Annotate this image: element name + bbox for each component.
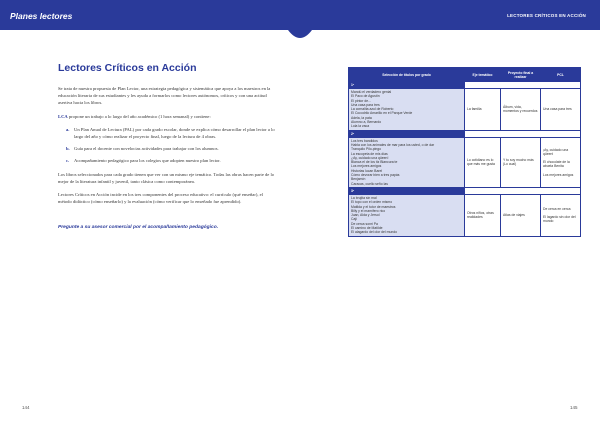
table-header-row [349,68,581,82]
book-title: De cerca sonri Pa [351,221,378,226]
book-title: El topo con el orden mismo [351,200,393,205]
call-to-action: Pregunte a su asesor comercial por el acompañamiento pedagógico. [58,225,219,231]
list-text: Acompañamiento pedagógico para los colegios que adopten nuestro plan lector. [74,158,221,164]
eje-cell [465,89,501,131]
lca-paragraph [58,113,276,120]
section-title: Planes lectores [10,11,73,21]
eje-cell [465,137,501,187]
components-paragraph: Lectores Críticos en Acción incide en los tres componentes del proceso educativo: el currículo (qué enseñar), el método didáctico (cómo enseñarlo) y la evaluación (cómo verificar que lo enseñado fue aprendido). [58,192,263,205]
contents-list [66,126,276,165]
eje-text: La familia [467,107,482,112]
book-title: Adela, la pata [351,115,372,120]
book-title: El pintor de... [351,98,371,103]
lca-label: LCA [58,113,68,119]
running-header: LECTORES CRÍTICOS EN ACCIÓN [507,13,586,18]
column-header: Selección de títulos por grado [349,68,465,82]
book-title: Billy y el mamífero rico [351,208,386,213]
proyecto-cell [501,194,541,236]
column-header: Eje temático [465,68,501,82]
proyecto-text: Y tu soy mucho más (Lo cual) [503,158,534,167]
book-title: Caji [351,217,357,222]
book-title: Lola la vaca [351,124,370,129]
grade-row [349,82,581,89]
book-list-cell [349,137,465,187]
lca-text: propone un trabajo a lo largo del año académico (1 hora semanal) y contiene: [68,113,211,119]
book-list-cell [349,89,465,131]
book-title: La escopeta de mis días [351,151,388,156]
table-row [349,194,581,236]
book-title: Habla con los animales de mar para los usted, o de dar [351,142,435,147]
book-title: Mandú el verdadero genial [351,90,392,94]
book-title: El alagardo del olor del mundo [351,230,397,235]
book-list-cell [349,194,465,236]
book-title: Benjamín [351,177,366,182]
grade-row [349,130,581,137]
proyecto-cell [501,137,541,187]
column-header: Proyecto final a realizar [501,68,541,82]
book-title: El camino de Matilde [351,226,383,231]
grade-label: 3º [349,187,465,194]
list-item [66,126,276,140]
pcl-text: Los mejores amigos [543,172,574,177]
eje-cell [465,194,501,236]
book-title: Historias lucan Barel [351,168,383,173]
table-body [349,82,581,237]
book-title: Tranquilo Pilo-pingo [351,147,382,152]
table-row [349,137,581,187]
pcl-cell [541,194,581,236]
book-title: El Cocodrilo Amarillo en el Parque Verde [351,111,413,116]
list-item [66,145,276,152]
list-item [66,157,276,164]
book-title: Los mejores amigos [351,164,382,169]
grade-row-spacer [465,82,581,89]
table-row [349,89,581,131]
book-title: Juan, Alda y Jersol [351,213,380,218]
pcl-text: ¡Ay, cuidado una qüeen! [543,147,569,156]
proyecto-text: Atlas de viajes [503,213,525,218]
grade-row-spacer [465,130,581,137]
book-title: Los tres bandidos [351,138,378,143]
book-title: Cómo devorar bien a tres papás [351,173,400,178]
list-letter: c. [66,158,70,164]
books-paragraph: Los libros seleccionados para cada grado tienen que ver con un mismo eje temático. Todas las obras hacen parte de lo mejor de la literatura infantil y juvenil, tanto clásica como contemporánea. [58,171,275,184]
book-title: Matilda y el tutor de maestros [351,204,396,209]
proyecto-text: Álbum, vida, momentos y recuerdos [503,105,538,114]
book-title: El Paco de Agustín [351,94,380,99]
book-title: ¿Ay, cuidado una qüeen! [351,155,389,160]
list-text: Un Plan Anual de Lectura (PAL) por cada grado escolar, donde se explica cómo desarrollar el plan lector a lo largo del año y cómo realizar el proyecto final, luego de la lectura de 4 obras. [74,126,275,140]
grade-row-spacer [465,187,581,194]
pcl-cell [541,137,581,187]
list-letter: a. [66,126,70,132]
book-title: Alumno a, Bernardo [351,120,382,125]
page-number-left: 144 [22,405,30,410]
column-header: PCL [541,68,581,82]
proyecto-cell [501,89,541,131]
eje-text: Lo cotidiano es lo que más me gusta [467,158,495,167]
book-title: Caracas, cuello seño las [351,181,388,186]
grade-label: 1º [349,82,465,89]
pcl-text: El chocolate de la abuela Benita [543,160,570,169]
book-title: Una casa para tres [351,102,380,107]
book-title: La cornalita azul de Roberto [351,107,394,112]
book-title: La brujita sin mal [351,195,377,200]
intro-paragraph: Se trata de nuestra propuesta de Plan Lector, una estrategia pedagógica y sistemática que apoya a los maestros en la educación literaria de sus estudiantes y les ayuda a formarlos como lectores autónomos, críticos y con una actitud asertiva hacia los libros. [58,86,271,106]
grade-label: 2º [349,130,465,137]
page-number-right: 145 [570,405,578,410]
page-title: Lectores Críticos en Acción [58,62,197,74]
eje-text: Otros niños, otras realidades [467,210,494,220]
list-text: Guía para el docente con novelocias actividades para trabajar con los alumnos. [74,146,219,152]
grade-row [349,187,581,194]
book-title: Blanca el de los tiz Blancura te [351,160,398,165]
pcl-text: De cerca en cerca [543,206,571,211]
left-page-content [58,62,276,230]
pcl-cell [541,89,581,131]
pcl-text: Una casa para tres [543,107,572,112]
reading-plan-table [348,67,581,237]
page-fold-notch [288,0,312,40]
list-letter: b. [66,146,70,152]
pcl-text: El lagardo sin olor del mundo [543,215,576,224]
